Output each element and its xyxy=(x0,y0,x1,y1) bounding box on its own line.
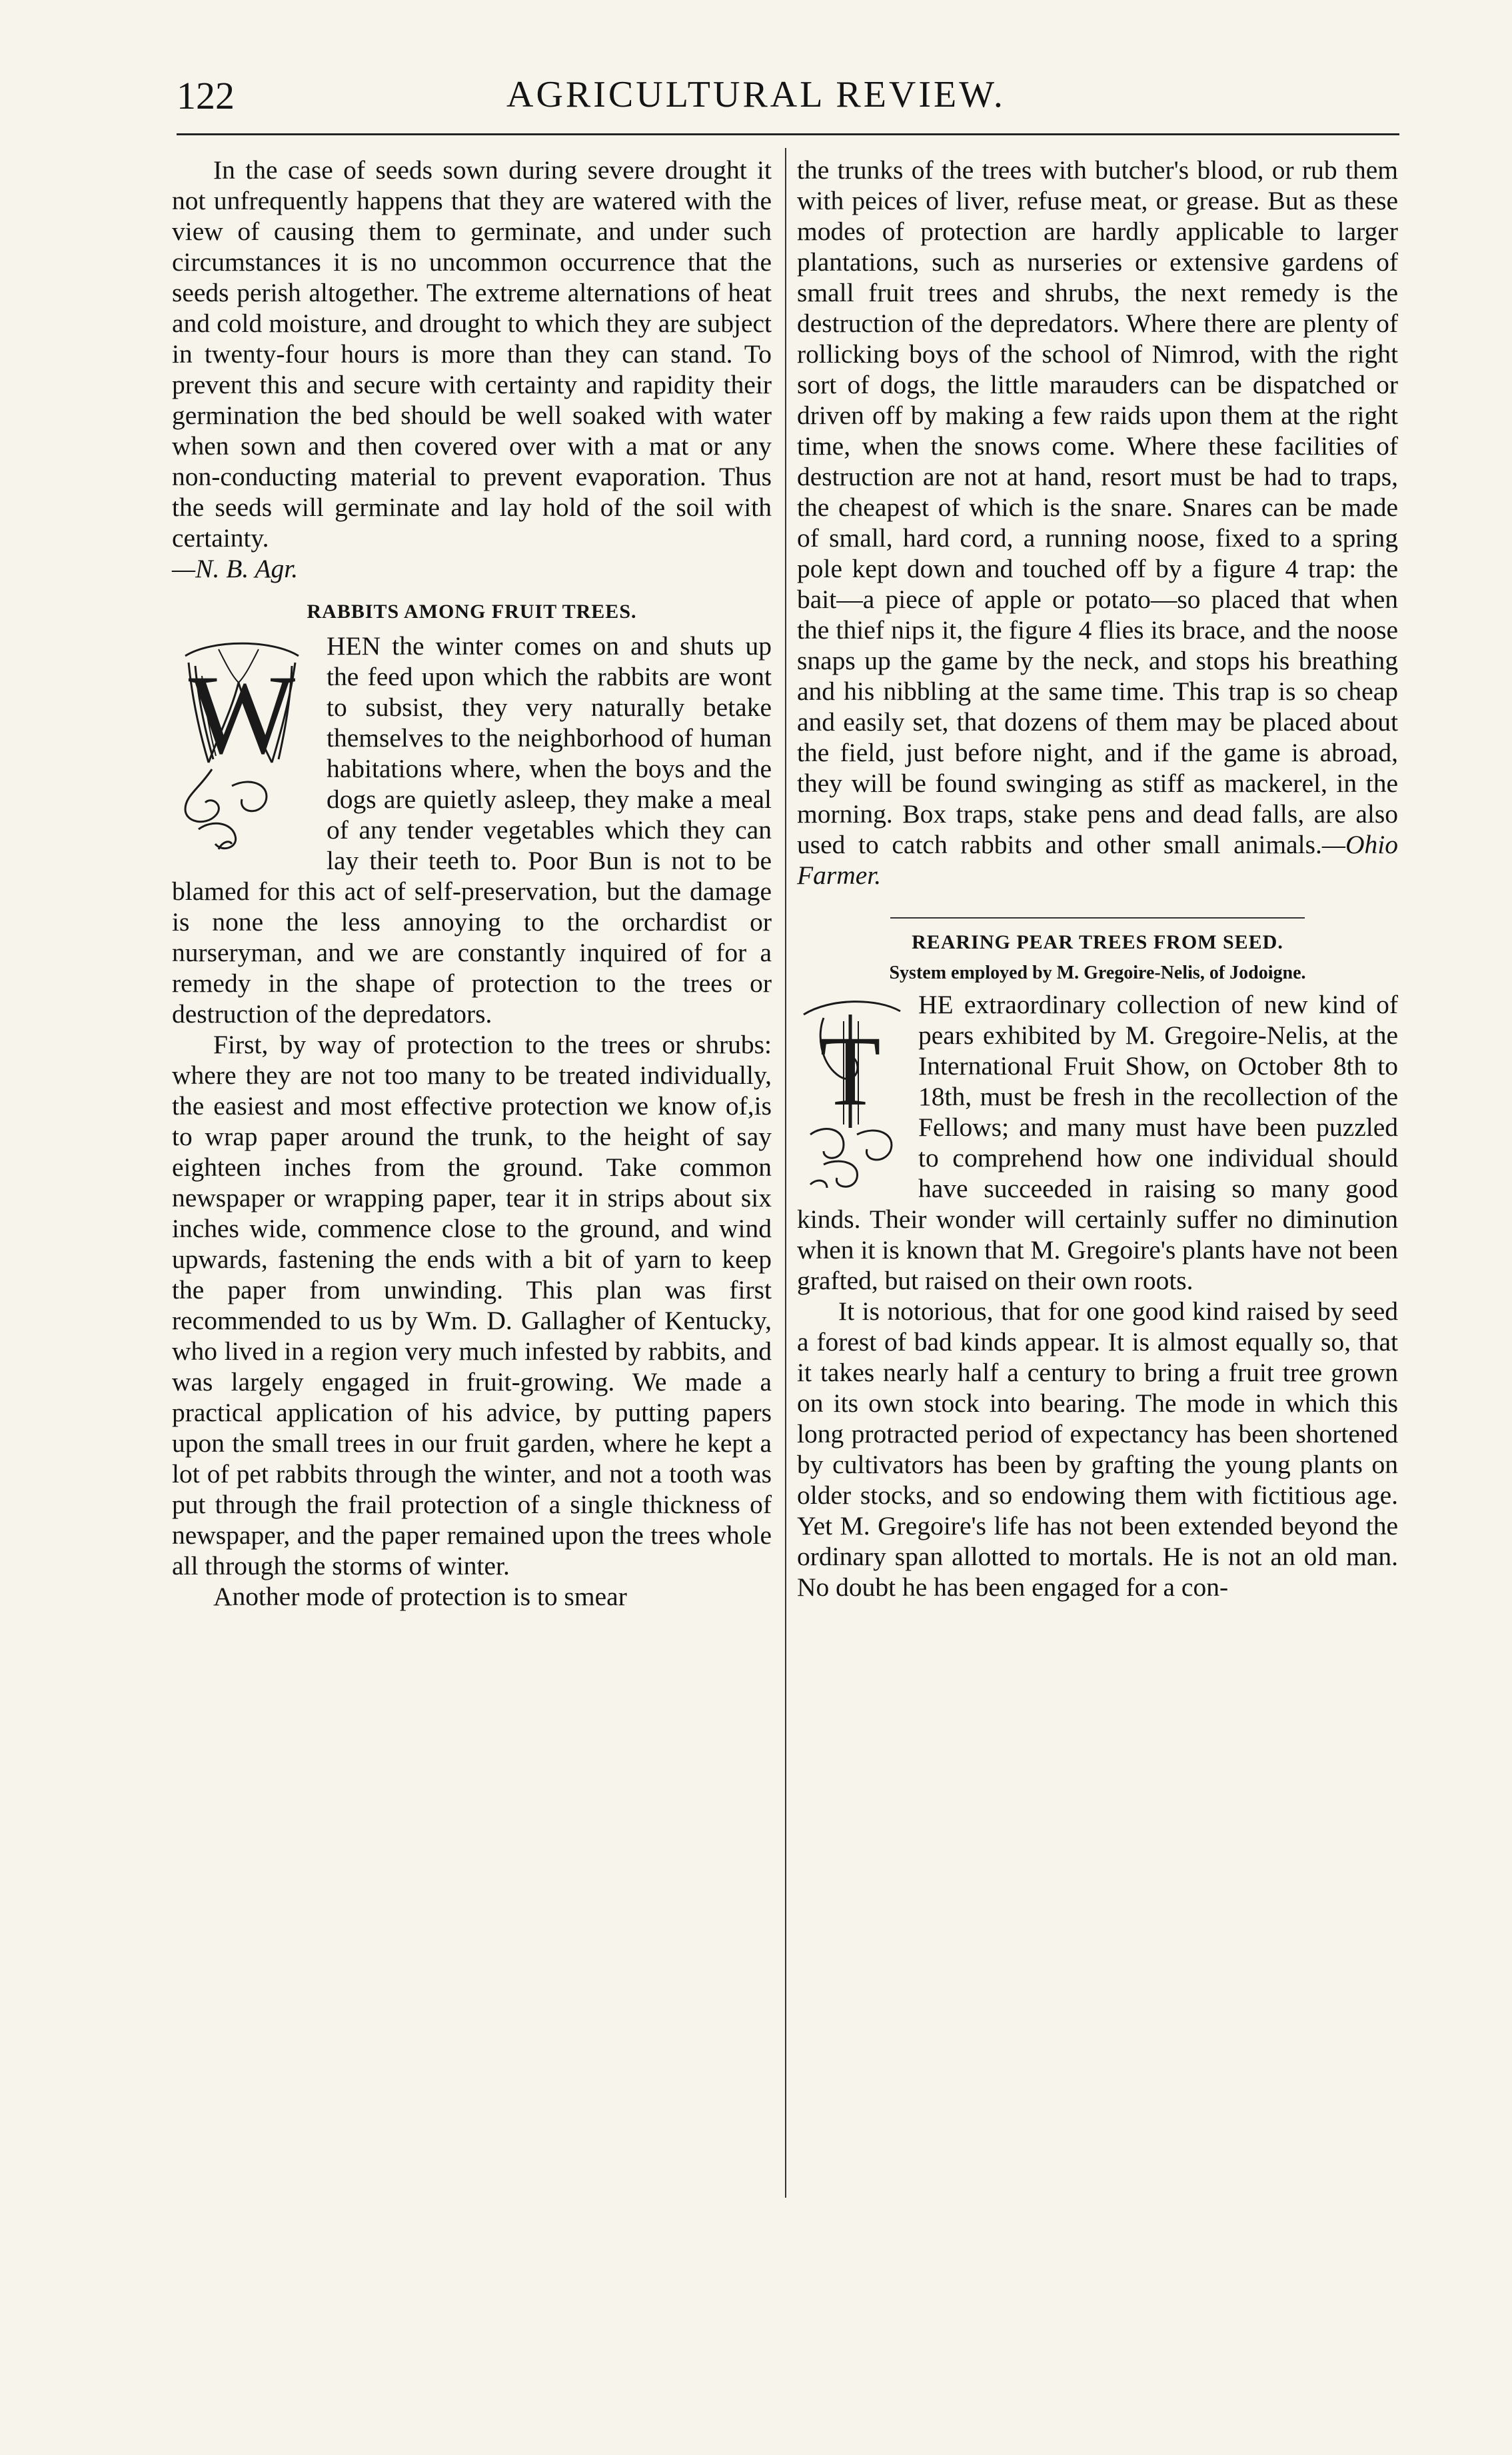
dropcap-letter-t: T xyxy=(820,1016,881,1127)
article-rabbits-paragraph-2: First, by way of protection to the trees or shrubs: where they are not too many to be treated individually, the easiest and most effective protection we know of,is to wrap paper around the trunk, to the height of say eighteen inches from the ground. Take common newspaper or wrapping paper, tear it in strips about six inches wide, commence close to the ground, and wind upwards, fastening the ends with a bit of yarn to keep the paper from unwinding. This plan was first recommended to us by Wm. D. Gallagher of Kentucky, who lived in a region very much infested by rabbits, and was largely engaged in fruit-growing. We made a practical application of his advice, by putting papers upon the small trees in our fruit garden, where he kept a lot of pet rabbits through the winter, and not a tooth was put through the frail protection of a single thickness of newspaper, and the paper remained upon the trees whole all through the storms of winter. xyxy=(172,1030,772,1580)
article-rabbits-paragraph-3: Another mode of protection is to smear xyxy=(213,1582,627,1611)
ornamental-initial-t xyxy=(797,995,904,1195)
page-number: 122 xyxy=(177,74,235,117)
article-rabbits-paragraph-1: HEN the winter comes on and shuts up the feed upon which the rabbits are wont to subsist, they very naturally betake themselves to the neighborhood of human habitations where, when the boys and the dogs are quietly asleep, they make a meal of any tender vegetables which they can lay their teeth to. Poor Bun is not to be blamed for this act of self-preservation, but the damage is none the less annoying to the orchardist or nurseryman, and we are constantly inquired of for a remedy in the shape of protection to the trees or destruction of the depredators. xyxy=(172,631,772,1029)
article-rabbits-continued: the trunks of the trees with butcher's blood, or rub them with peices of liver, refuse meat, or grease. But as these modes of protection are hardly applicable to larger plantations, such as nurseries or extensive gardens of small fruit trees and shrubs, the next remedy is the destruction of the depredators. Where there are plenty of rollicking boys of the school of Nimrod, with the right sort of dogs, the little marauders can be dispatched or driven off by making a few raids upon them at the right time, when the snows come. Where these facilities of destruction are not at hand, resort must be had to traps, the cheapest of which is the snare. Snares can be made of small, hard cord, a running noose, fixed to a spring pole kept down and touched off by a figure 4 trap: the bait—a piece of apple or potato—so placed that when the thief nips it, the figure 4 flies its brace, and the noose snaps up the game by the neck, and stops his breathing and his nibbling at the same time. This trap is so cheap and easily set, that dozens of them may be placed about the field, just before night, and if the game is abroad, they will be found swinging as stiff as mackerel, in the morning. Box traps, stake pens and dead falls, are also used to catch rabbits and other small animals.—Ohio Farmer. xyxy=(797,155,1398,890)
ornamental-initial-w xyxy=(172,636,312,856)
column-divider xyxy=(785,148,786,2198)
intro-signature: —N. B. Agr. xyxy=(172,554,299,583)
right-column xyxy=(797,155,1398,1602)
article-title-pear: REARING PEAR TREES FROM SEED. xyxy=(912,931,1283,953)
article-subtitle-pear: System employed by M. Gregoire-Nelis, of Jodoigne. xyxy=(889,963,1306,983)
article-pear-opening xyxy=(797,989,1398,1296)
page-header xyxy=(0,73,1512,127)
article-separator-rule xyxy=(890,917,1305,919)
left-column xyxy=(172,155,772,1612)
article-pear-paragraph-1: HE extraordinary collection of new kind of pears exhibited by M. Gregoire-Nelis, at the International Fruit Show, on October 8th to 18th, must be fresh in the recollection of the Fellows; and many must have been puzzled to comprehend how one individual should have succeeded in raising so many good kinds. Their wonder will certainly suffer no diminution when it is known that M. Gregoire's plants have not been grafted, but raised on their own roots. xyxy=(797,990,1398,1295)
article-pear-paragraph-2: It is notorious, that for one good kind raised by seed a forest of bad kinds appear. It is almost equally so, that it takes nearly half a century to bring a fruit tree grown on its own stock into bearing. The mode in which this long protracted period of expectancy has been shortened by cultivators has been by grafting the young plants on older stocks, and so endowing them with fictitious age. Yet M. Gregoire's life has not been extended beyond the ordinary span allotted to mortals. He is not an old man. No doubt he has been engaged for a con- xyxy=(797,1296,1398,1602)
header-rule xyxy=(177,133,1399,135)
article-title-rabbits: RABBITS AMONG FRUIT TREES. xyxy=(307,601,637,623)
intro-paragraph: In the case of seeds sown during severe drought it not unfrequently happens that they are watered with the view of causing them to germinate, and under such circumstances it is no uncommon occurrence that the seeds perish altogether. The extreme alternations of heat and cold moisture, and drought to which they are subject in twenty-four hours is more than they can stand. To prevent this and secure with certainty and rapidity their germination the bed should be well soaked with water when sown and then covered over with a mat or any non-conducting material to prevent evaporation. Thus the seeds will germinate and lay hold of the soil with certainty. —N. B. Agr. xyxy=(172,155,772,583)
running-title: AGRICULTURAL REVIEW. xyxy=(506,74,1006,115)
article-rabbits-source: —Ohio Farmer. xyxy=(797,830,1398,890)
dropcap-letter-w: W xyxy=(188,652,296,777)
article-rabbits-opening xyxy=(172,631,772,1029)
